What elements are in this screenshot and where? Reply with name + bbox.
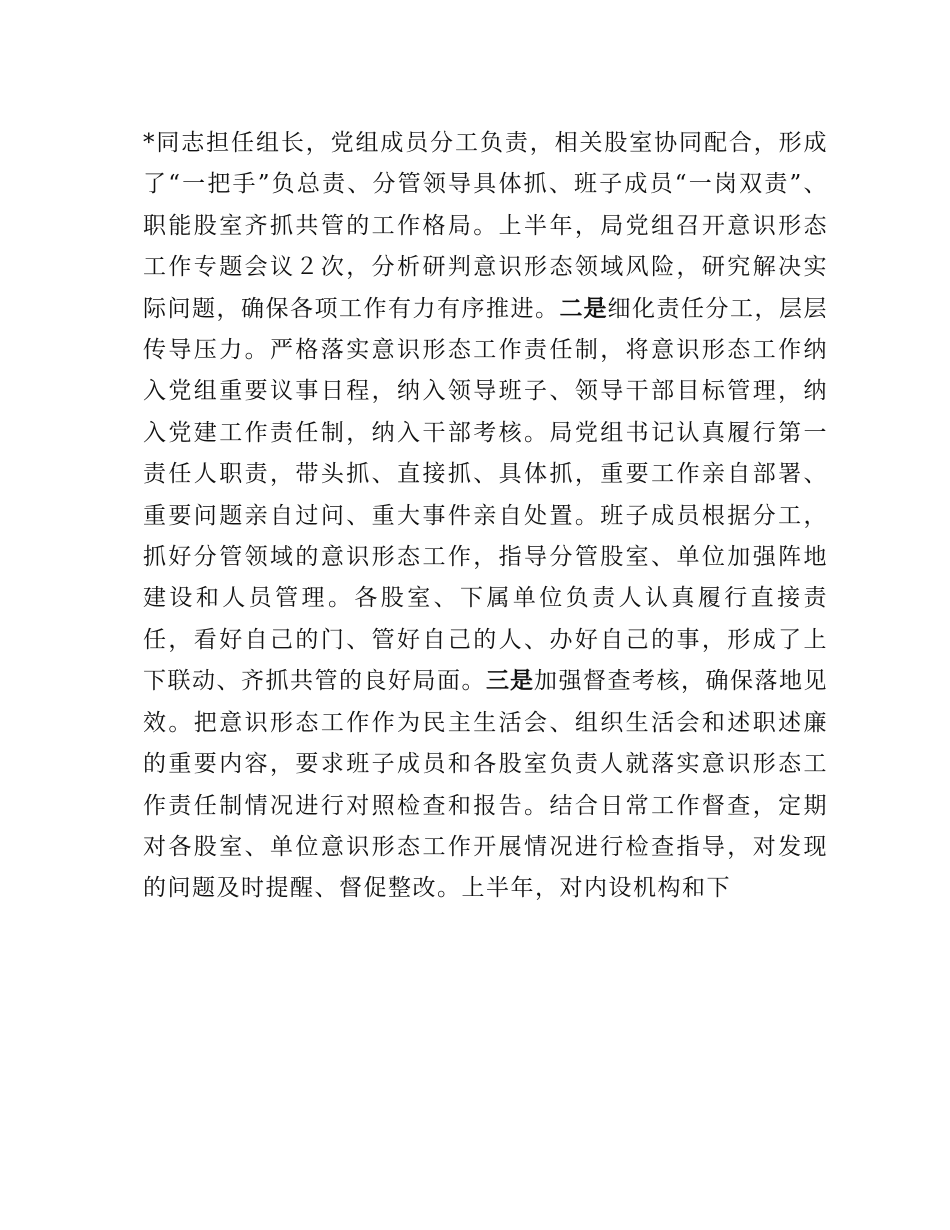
paragraph-segment-1: *同志担任组长，党组成员分工负责，相关股室协同配合，形成了“一把手”负总责、分管领导具体抓、班子成员“一岗双责”、职能股室齐抓共管的工作格局。上半年，局党组召开意识形态工作专题会议２次，分析研判意识形态领域风险，研究解决实际问题，确保各项工作有力有序推进。 bbox=[143, 130, 828, 322]
point-two-lead: 二是 bbox=[559, 295, 608, 322]
point-three-lead: 三是 bbox=[486, 668, 534, 695]
paragraph-segment-3: 加强督查考核，确保落地见效。把意识形态工作作为民主生活会、组织生活会和述职述廉的重要内容，要求班子成员和各股室负责人就落实意识形态工作责任制情况进行对照检查和报告。结合日常工作督查，定期对各股室、单位意识形态工作开展情况进行检查指导，对发现的问题及时提醒、督促整改。上半年，对内设机构和下 bbox=[143, 668, 828, 902]
body-paragraph bbox=[143, 123, 828, 910]
paragraph-segment-2: 细化责任分工，层层传导压力。严格落实意识形态工作责任制，将意识形态工作纳入党组重要议事日程，纳入领导班子、领导干部目标管理，纳入党建工作责任制，纳入干部考核。局党组书记认真履行第一责任人职责，带头抓、直接抓、具体抓，重要工作亲自部署、重要问题亲自过问、重大事件亲自处置。班子成员根据分工，抓好分管领域的意识形态工作，指导分管股室、单位加强阵地建设和人员管理。各股室、下属单位负责人认真履行直接责任，看好自己的门、管好自己的人、办好自己的事，形成了上下联动、齐抓共管的良好局面。 bbox=[143, 295, 828, 695]
